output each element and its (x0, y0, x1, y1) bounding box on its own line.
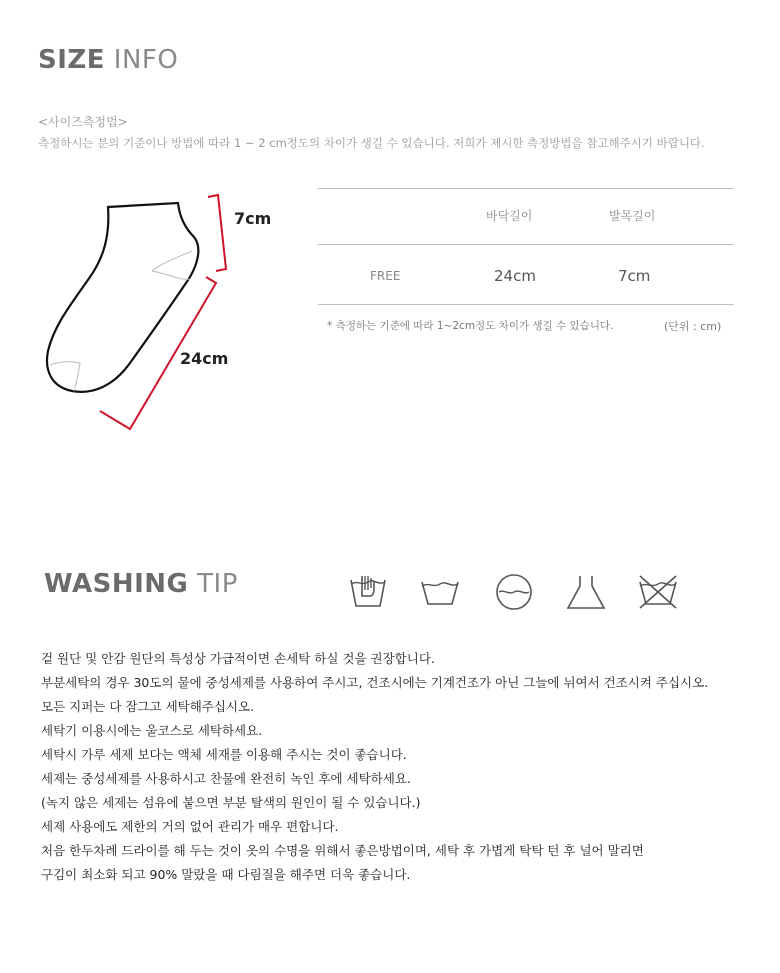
size-info-title-bold: SIZE (38, 45, 106, 75)
washing-tip-line: 모든 지퍼는 다 잠그고 세탁해주십시오. (41, 699, 255, 714)
sock-heel-line (152, 251, 192, 271)
foot-length-label: 24cm (180, 349, 229, 368)
washing-tip-line: 세탁시 가루 세제 보다는 액체 세재를 이용해 주시는 것이 좋습니다. (41, 747, 407, 762)
sock-heel-line-2 (152, 271, 190, 279)
washing-tip-title (44, 569, 238, 599)
table-cell-size: FREE (370, 269, 401, 283)
ankle-length-label: 7cm (234, 209, 272, 228)
hand-wash-icon (348, 572, 388, 612)
sock-toe-line (50, 362, 80, 391)
washing-tip-line: 세제 사용에도 제한의 거의 없어 관리가 매우 편합니다. (41, 819, 339, 834)
table-cell-sole-length: 24cm (494, 267, 536, 285)
washing-tip-line: 겉 원단 및 안감 원단의 특성상 가급적이면 손세탁 하실 것을 권장합니다. (41, 651, 435, 666)
table-header-sole-length: 바닥길이 (486, 209, 533, 223)
measure-method-header: <사이즈측정법> (38, 115, 128, 129)
table-unit: (단위 : cm) (664, 320, 722, 333)
washing-tip-line: 세제는 중성세제를 사용하시고 찬물에 완전히 녹인 후에 세탁하세요. (41, 771, 411, 786)
sock-outline (47, 203, 198, 392)
table-bottom-border (318, 304, 734, 305)
dry-clean-circle-icon (494, 572, 534, 612)
table-header-ankle-length: 발목길이 (609, 209, 656, 223)
no-iron-icon (638, 572, 678, 612)
washing-tip-line: (녹지 않은 세제는 섬유에 붙으면 부분 탈색의 원인이 될 수 있습니다.) (41, 795, 421, 810)
washing-tip-line: 부분세탁의 경우 30도의 물에 중성세제를 사용하여 주시고, 건조시에는 기계건조가 아닌 그늘에 뉘여서 건조시켜 주십시오. (41, 675, 709, 690)
wash-30-icon (420, 572, 460, 612)
table-header-border (318, 244, 734, 245)
size-info-title-light: INFO (113, 45, 179, 75)
washing-tip-line: 세탁기 이용시에는 울코스로 세탁하세요. (41, 723, 263, 738)
table-note: * 측정하는 기준에 따라 1~2cm정도 차이가 생길 수 있습니다. (327, 320, 614, 332)
washing-tip-line: 처음 한두차례 드라이를 해 두는 것이 옷의 수명을 위해서 좋은방법이며, 세탁 후 가볍게 탁탁 턴 후 널어 말리면 (41, 843, 644, 858)
table-cell-ankle-length: 7cm (618, 267, 651, 285)
washing-tip-title-light: TIP (197, 569, 238, 599)
table-top-border (318, 188, 734, 189)
measure-method-description: 측정하시는 분의 기준이나 방법에 따라 1 ~ 2 cm정도의 차이가 생길 수 있습니다. 저희가 제시한 측정방법을 참고해주시기 바랍니다. (38, 136, 705, 150)
size-info-title (38, 45, 178, 75)
bleach-triangle-icon (566, 572, 606, 612)
washing-tip-title-bold: WASHING (44, 569, 189, 599)
washing-tip-line: 구김이 최소화 되고 90% 말랐을 때 다림질을 해주면 더욱 좋습니다. (41, 867, 411, 882)
ankle-measure-line (208, 195, 226, 271)
